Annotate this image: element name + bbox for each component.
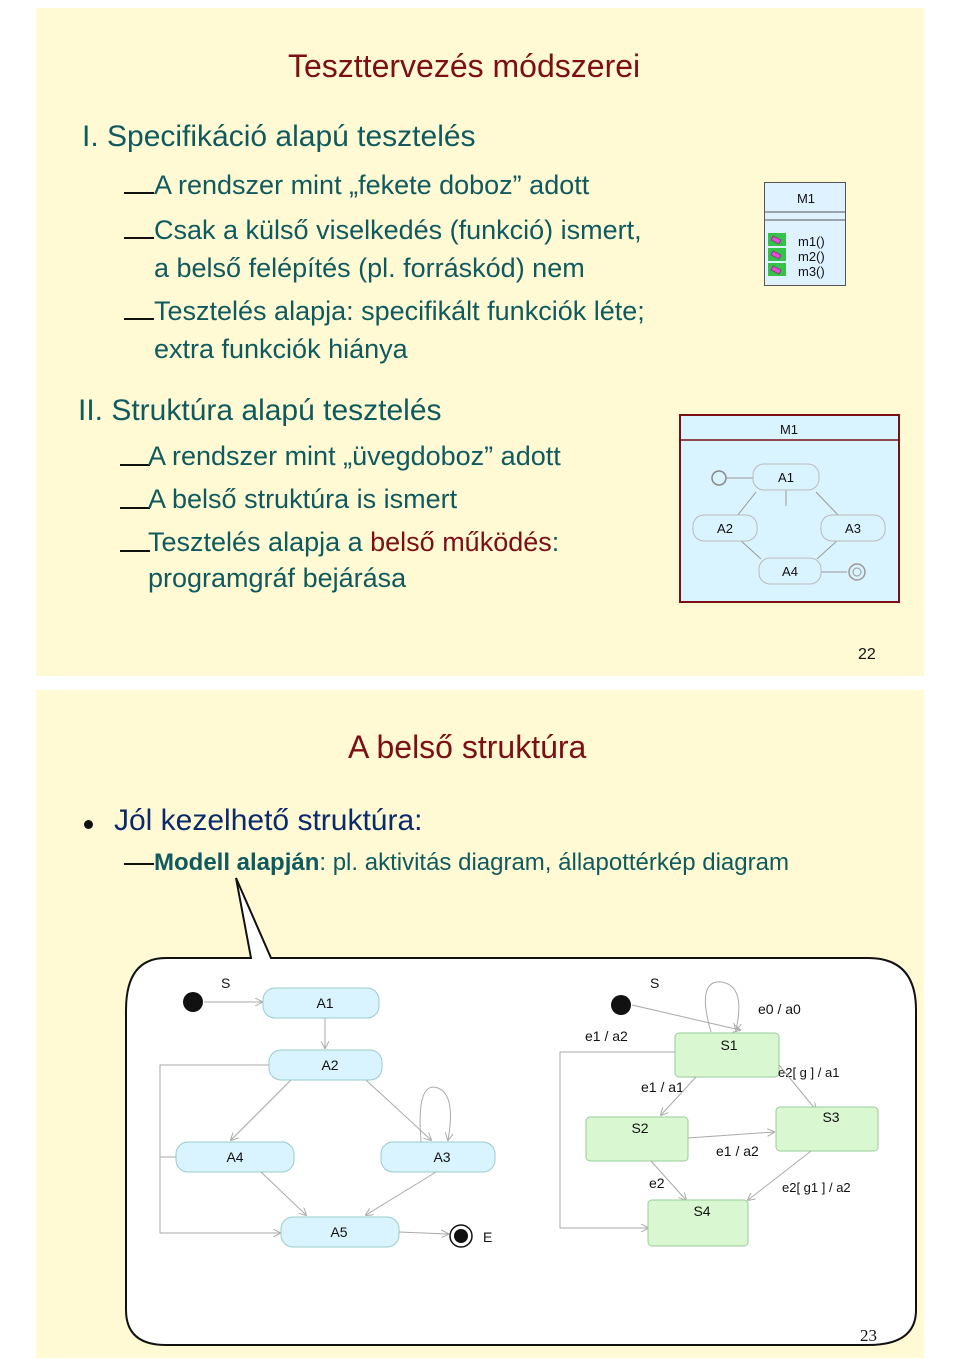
diagram-area (36, 870, 924, 1358)
bullet-text-continued: extra funkciók hiánya (154, 334, 408, 364)
dash-marker (120, 464, 150, 466)
activity-mini-diagram (679, 414, 901, 604)
dash-marker (120, 550, 150, 552)
activity-label: A3 (845, 521, 861, 536)
state-label: S2 (631, 1120, 649, 1136)
transition-label: e2[ g ] / a1 (778, 1065, 840, 1080)
state-label: S3 (822, 1109, 840, 1125)
sub-bullet-rest: : pl. aktivitás diagram, állapottérkép diagram (319, 849, 789, 876)
activity-label: A2 (717, 521, 733, 536)
method-icon (768, 263, 786, 276)
bullet-text-continued: programgráf bejárása (148, 563, 407, 593)
dash-marker (124, 318, 154, 320)
activity-label: A1 (778, 470, 794, 485)
bullet-text: A rendszer mint „fekete doboz” adott (154, 170, 590, 200)
bullet-text (148, 527, 559, 558)
transition-label: e1 / a2 (585, 1028, 628, 1044)
end-node-inner-icon (454, 1229, 468, 1243)
activity-label: A4 (226, 1149, 244, 1165)
transition-label: e2 (649, 1175, 665, 1191)
bullet-icon (84, 820, 93, 829)
class-diagram (764, 182, 846, 286)
class-name: M1 (796, 191, 816, 206)
transition-label: e1 / a2 (716, 1143, 759, 1159)
method-icon (768, 233, 786, 246)
start-label: S (650, 975, 660, 991)
sub-bullet-bold: Modell alapján (154, 849, 320, 876)
activity-label: A2 (321, 1057, 339, 1073)
state-label: S4 (693, 1203, 711, 1219)
method-icon (768, 248, 786, 261)
bullet-text-prefix: Tesztelés alapja a (148, 527, 371, 557)
bullet-text: A belső struktúra is ismert (148, 484, 458, 514)
method-label: m3() (798, 264, 825, 279)
transition-label: e0 / a0 (758, 1001, 801, 1017)
dash-marker (124, 237, 154, 239)
start-label: S (221, 975, 231, 991)
slide-23 (36, 690, 924, 1358)
start-node-icon (183, 992, 203, 1012)
activity-label: A5 (330, 1224, 348, 1240)
bullet-text-suffix: : (551, 527, 560, 557)
activity-label: A3 (433, 1149, 451, 1165)
section-heading-structure: II. Struktúra alapú tesztelés (78, 394, 442, 427)
bullet-text: Tesztelés alapja: specifikált funkciók léte; (154, 296, 645, 326)
bullet-text-continued: a belső felépítés (pl. forráskód) nem (154, 253, 585, 283)
end-node-inner-icon (853, 568, 861, 576)
page-number: 22 (858, 646, 876, 663)
bullet-text: Csak a külső viselkedés (funkció) ismert, (154, 215, 642, 245)
slide-title: A belső struktúra (348, 729, 587, 765)
activity-frame-title: M1 (779, 422, 799, 437)
activity-label: A4 (782, 564, 798, 579)
activity-label: A1 (316, 995, 334, 1011)
start-node-icon (712, 471, 726, 485)
transition-label: e2[ g1 ] / a2 (782, 1180, 851, 1195)
state-label: S1 (720, 1037, 738, 1053)
bullet-highlight: belső működés (370, 527, 552, 557)
start-node-icon (611, 995, 631, 1015)
page-number: 23 (860, 1326, 877, 1345)
dash-marker (124, 863, 154, 865)
bullet-heading: Jól kezelhető struktúra: (114, 804, 423, 837)
dash-marker (120, 507, 150, 509)
method-label: m1() (798, 234, 825, 249)
bullet-text: A rendszer mint „üvegdoboz” adott (148, 441, 561, 471)
transition-label: e1 / a1 (641, 1079, 684, 1095)
slide-title: Teszttervezés módszerei (288, 48, 641, 84)
dash-marker (124, 192, 154, 194)
end-label: E (483, 1229, 493, 1245)
section-heading-specification: I. Specifikáció alapú tesztelés (82, 120, 476, 153)
slide-22 (36, 8, 924, 676)
method-label: m2() (798, 249, 825, 264)
